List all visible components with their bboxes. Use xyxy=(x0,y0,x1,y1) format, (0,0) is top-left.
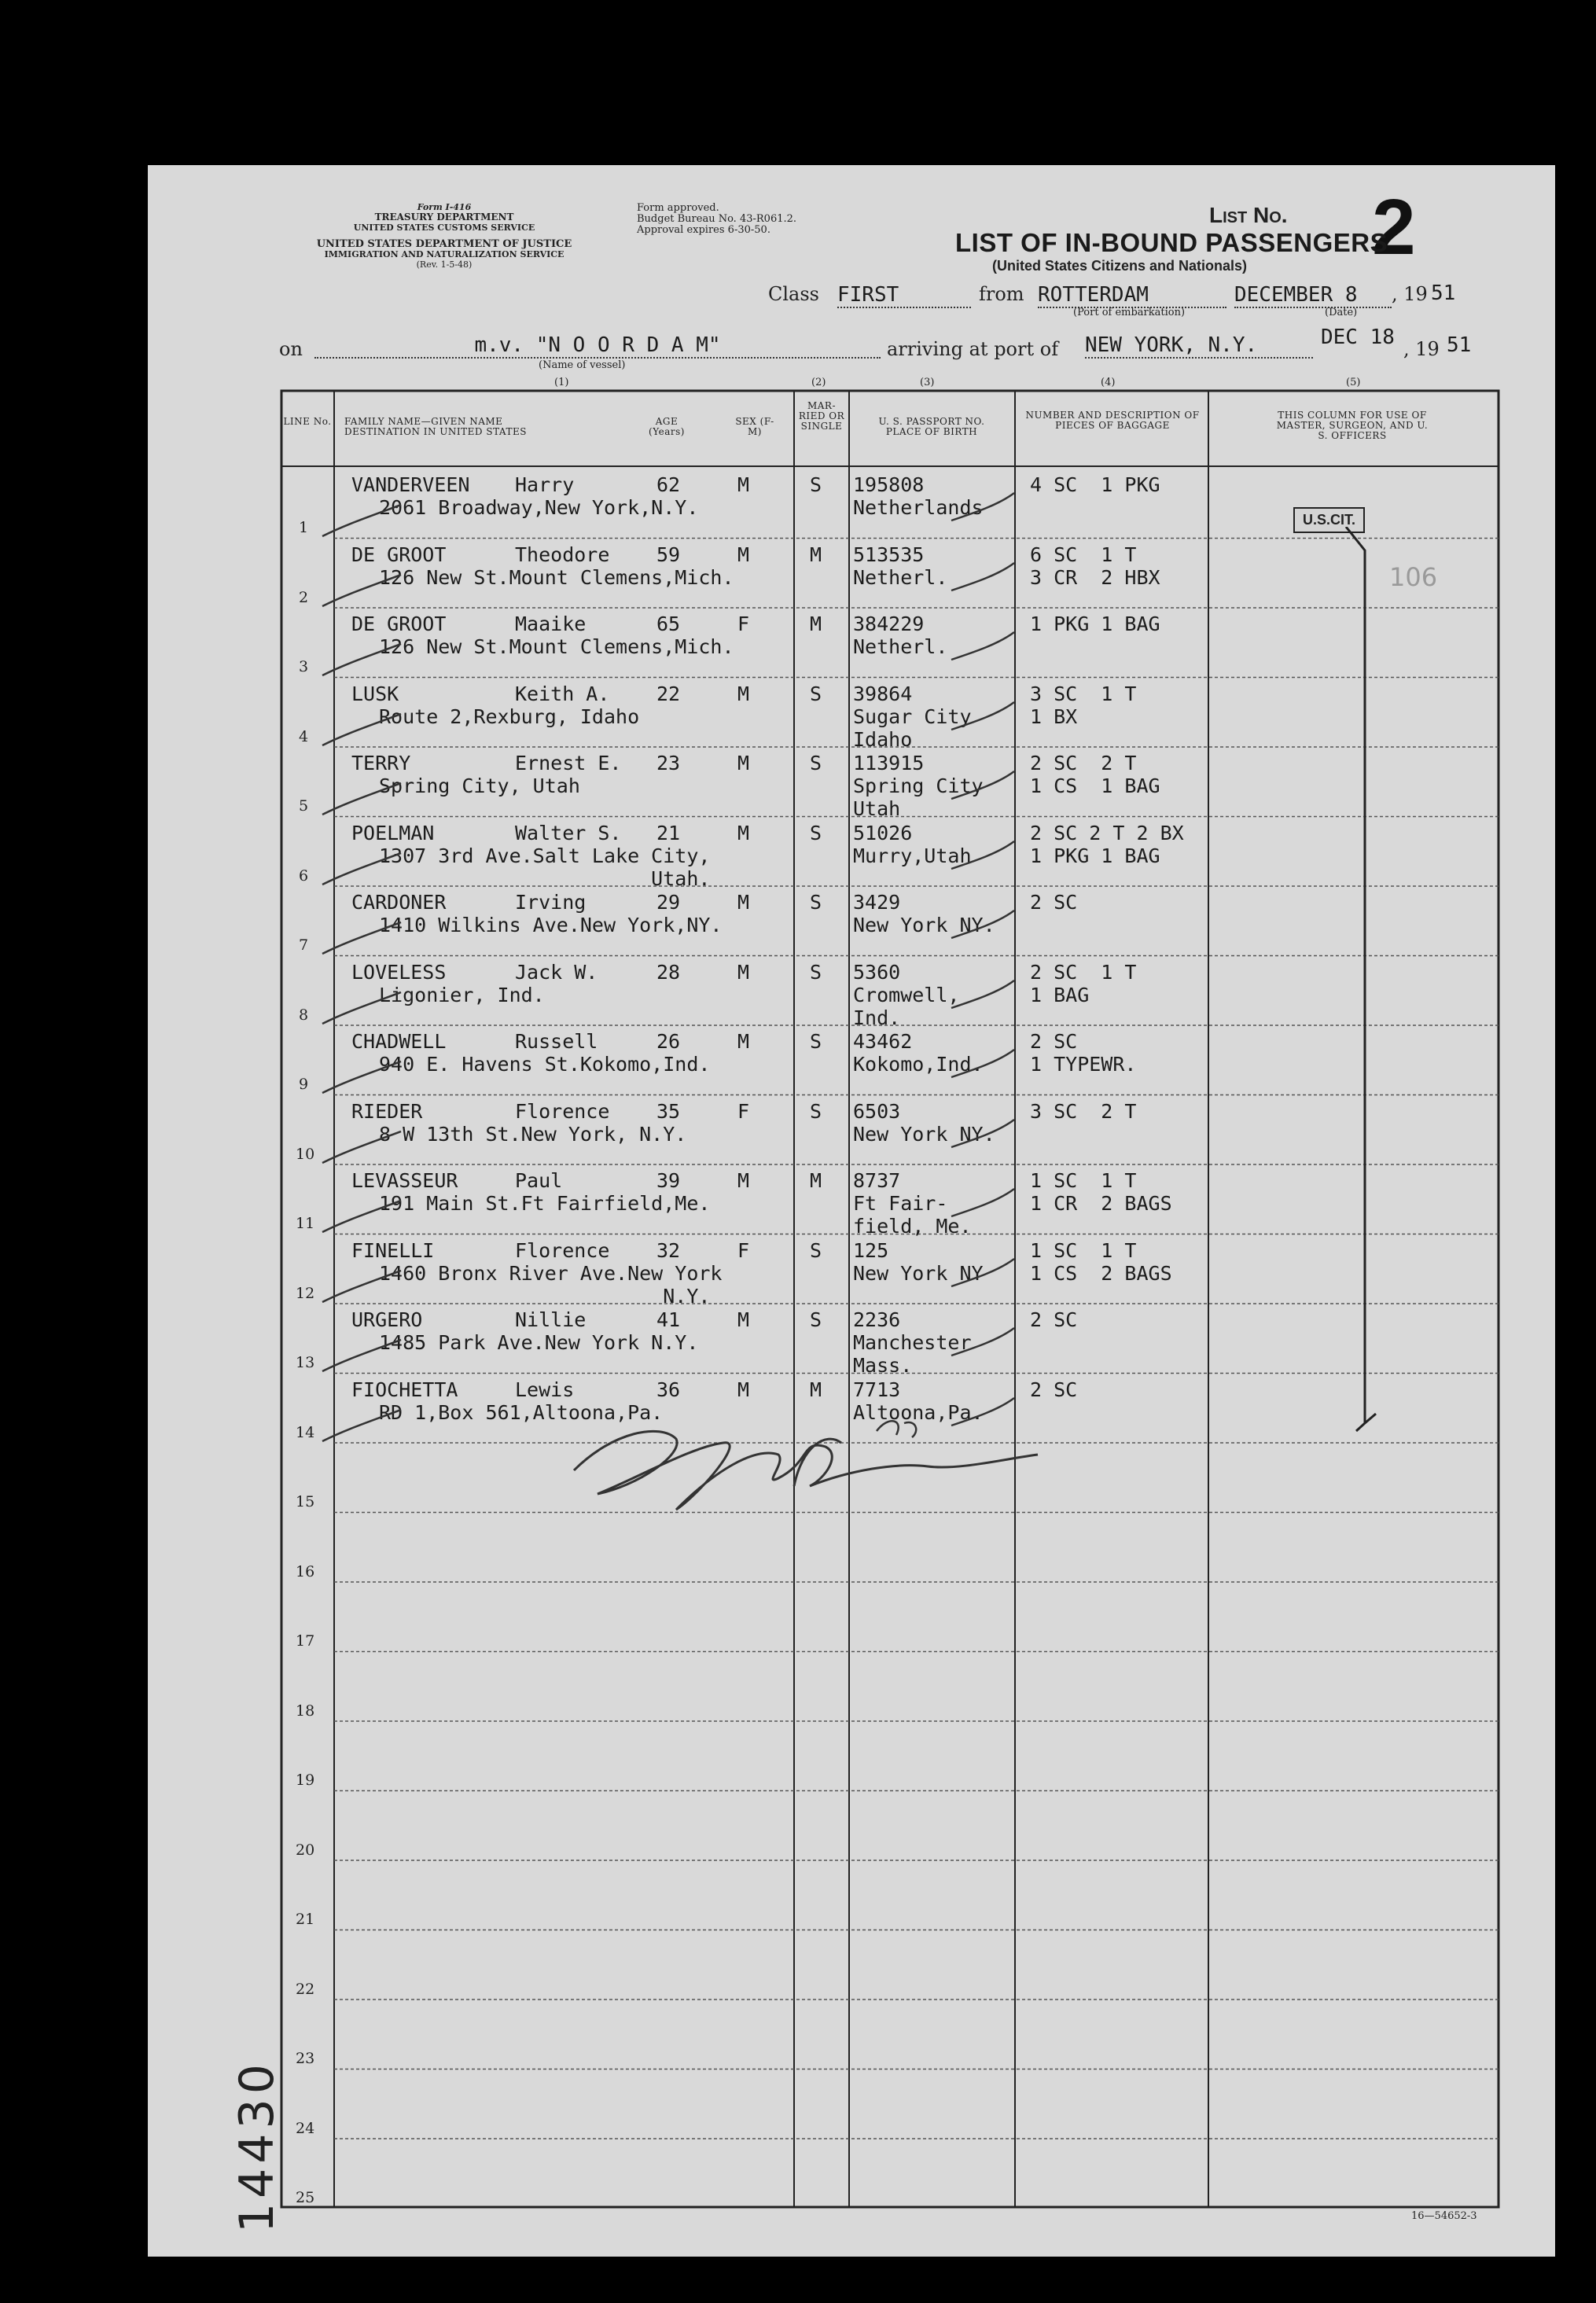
passenger-dest: Route 2,Rexburg, Idaho xyxy=(379,705,640,728)
line-number: 7 xyxy=(299,936,309,954)
passenger-surname: LOVELESS xyxy=(351,960,447,984)
date-caption: (Date) xyxy=(1325,307,1358,318)
passenger-passport: 125 xyxy=(853,1238,889,1262)
column-number: (4) xyxy=(1101,377,1116,388)
bracket-line xyxy=(1329,527,1392,1439)
passenger-sex: M xyxy=(737,960,750,984)
arriving-label: arriving at port of xyxy=(887,338,1059,360)
passenger-age: 29 xyxy=(656,891,681,914)
passenger-sex: M xyxy=(737,1308,750,1331)
passenger-ms: M xyxy=(810,1378,822,1401)
passenger-bag1: 2 SC 1 T xyxy=(1030,960,1137,984)
form-revision: (Rev. 1-5-48) xyxy=(416,259,473,270)
passenger-passport: 7713 xyxy=(853,1378,901,1401)
passenger-birth: Cromwell, Ind. xyxy=(853,983,960,1029)
passenger-birth: Spring City Utah xyxy=(853,774,984,820)
passenger-birth: Sugar City Idaho xyxy=(853,705,972,751)
passenger-surname: TERRY xyxy=(351,752,411,774)
embark-year-prefix: , 19 xyxy=(1392,283,1428,305)
passenger-ms: S xyxy=(810,752,822,774)
passenger-passport: 384229 xyxy=(853,613,925,635)
passenger-bag1: 3 SC 2 T xyxy=(1030,1099,1137,1123)
passenger-birth: New York NY. xyxy=(853,914,995,936)
header-line-no: LINE No. xyxy=(283,416,332,427)
passenger-birth: Netherl. xyxy=(853,565,948,589)
passenger-surname: URGERO xyxy=(351,1308,423,1331)
passenger-birth: New York NY xyxy=(853,1261,984,1285)
passenger-surname: RIEDER xyxy=(351,1099,423,1123)
passenger-age: 23 xyxy=(656,752,681,774)
line-number: 25 xyxy=(296,2189,315,2206)
passenger-sex: F xyxy=(737,1099,750,1123)
approval-line-2: Budget Bureau No. 43-R061.2. xyxy=(637,213,797,225)
passenger-passport: 2236 xyxy=(853,1308,901,1331)
passenger-age: 36 xyxy=(656,1378,681,1401)
column-number: (2) xyxy=(811,377,826,388)
line-number: 12 xyxy=(296,1284,315,1302)
passenger-passport: 195808 xyxy=(853,473,925,496)
passenger-age: 65 xyxy=(656,613,681,635)
line-number: 16 xyxy=(296,1562,315,1580)
approval-line-1: Form approved. xyxy=(637,202,719,214)
passenger-bag1: 3 SC 1 T xyxy=(1030,682,1137,705)
class-label: Class xyxy=(768,283,819,305)
port-embark-caption: (Port of embarkation) xyxy=(1073,307,1186,318)
passenger-ms: S xyxy=(810,1238,822,1262)
passenger-bag1: 2 SC xyxy=(1030,1308,1078,1331)
passenger-surname: FINELLI xyxy=(351,1238,435,1262)
approval-line-3: Approval expires 6-30-50. xyxy=(637,224,770,236)
header-age: AGE (Years) xyxy=(649,416,685,437)
header-sex: SEX (F-M) xyxy=(735,416,774,437)
passenger-bag2: 1 BX xyxy=(1030,705,1078,728)
column-number: (1) xyxy=(554,377,569,388)
passenger-given: Theodore xyxy=(515,543,610,566)
passenger-passport: 39864 xyxy=(853,682,913,705)
passenger-age: 41 xyxy=(656,1308,681,1331)
passenger-bag1: 2 SC xyxy=(1030,1030,1078,1053)
passenger-ms: S xyxy=(810,473,822,496)
passenger-bag1: 1 SC 1 T xyxy=(1030,1169,1137,1192)
passenger-bag2: 1 CS 2 BAGS xyxy=(1030,1261,1172,1285)
passenger-bag2: 3 CR 2 HBX xyxy=(1030,565,1160,589)
passenger-age: 39 xyxy=(656,1169,681,1192)
vessel-caption: (Name of vessel) xyxy=(539,359,626,371)
passenger-surname: DE GROOT xyxy=(351,543,447,566)
class-value: FIRST xyxy=(837,283,971,308)
passenger-dest: 940 E. Havens St.Kokomo,Ind. xyxy=(379,1053,711,1076)
arrival-year-prefix: , 19 xyxy=(1403,338,1440,360)
passenger-given: Paul xyxy=(515,1169,563,1192)
passenger-bag1: 1 PKG 1 BAG xyxy=(1030,613,1160,635)
arrival-date-stamp: DEC 18 xyxy=(1321,326,1395,349)
passenger-sex: M xyxy=(737,1169,750,1192)
passenger-birth: Kokomo,Ind. xyxy=(853,1053,984,1076)
passenger-surname: LUSK xyxy=(351,682,399,705)
passenger-age: 35 xyxy=(656,1099,681,1123)
dept-immigration: IMMIGRATION AND NATURALIZATION SERVICE xyxy=(324,249,564,259)
passenger-bag1: 1 SC 1 T xyxy=(1030,1238,1137,1262)
passenger-age: 59 xyxy=(656,543,681,566)
passenger-bag1: 2 SC xyxy=(1030,1378,1078,1401)
line-number: 22 xyxy=(296,1980,315,1998)
handwritten-signature xyxy=(566,1400,1054,1525)
arrival-year: 51 xyxy=(1447,333,1472,357)
stamp-number: 106 xyxy=(1389,562,1438,592)
passenger-dest: 1460 Bronx River Ave.New York N.Y. xyxy=(379,1261,723,1308)
passenger-sex: M xyxy=(737,543,750,566)
line-number: 9 xyxy=(299,1076,309,1093)
line-number: 19 xyxy=(296,1771,315,1789)
passenger-dest: Ligonier, Ind. xyxy=(379,983,545,1006)
line-number: 1 xyxy=(299,519,309,536)
line-number: 15 xyxy=(296,1493,315,1510)
line-number: 24 xyxy=(296,2119,315,2137)
column-number: (5) xyxy=(1346,377,1361,388)
passenger-given: Lewis xyxy=(515,1378,575,1401)
passenger-bag1: 2 SC 2 T 2 BX xyxy=(1030,821,1184,844)
passenger-ms: S xyxy=(810,1099,822,1123)
passenger-bag2: 1 CS 1 BAG xyxy=(1030,774,1160,797)
header-officers: THIS COLUMN FOR USE OF MASTER, SURGEON, AND U. S. OFFICERS xyxy=(1276,410,1429,441)
passenger-age: 28 xyxy=(656,960,681,984)
header-married: MAR-RIED OR SINGLE xyxy=(798,400,845,432)
passenger-passport: 113915 xyxy=(853,752,925,774)
passenger-given: Walter S. xyxy=(515,821,622,844)
passenger-age: 26 xyxy=(656,1030,681,1053)
passenger-ms: S xyxy=(810,682,822,705)
passenger-given: Harry xyxy=(515,473,575,496)
line-number: 5 xyxy=(299,797,309,815)
side-handwritten-number: 14430 xyxy=(230,2059,285,2233)
line-number: 17 xyxy=(296,1632,315,1650)
passenger-passport: 8737 xyxy=(853,1169,901,1192)
passenger-dest: Spring City, Utah xyxy=(379,774,580,797)
passenger-sex: M xyxy=(737,821,750,844)
dept-justice: UNITED STATES DEPARTMENT OF JUSTICE xyxy=(316,238,572,250)
passenger-birth: Altoona,Pa. xyxy=(853,1400,984,1424)
port-of-embarkation: ROTTERDAM xyxy=(1038,283,1226,308)
passenger-dest: 126 New St.Mount Clemens,Mich. xyxy=(379,565,734,589)
passenger-surname: CHADWELL xyxy=(351,1030,447,1053)
vessel-name: m.v. "N O O R D A M" xyxy=(314,333,881,359)
embark-year: 51 xyxy=(1431,281,1456,305)
passenger-given: Nillie xyxy=(515,1308,587,1331)
passenger-dest: 8 W 13th St.New York, N.Y. xyxy=(379,1122,687,1146)
dept-customs: UNITED STATES CUSTOMS SERVICE xyxy=(353,223,535,233)
passenger-sex: M xyxy=(737,752,750,774)
passenger-sex: M xyxy=(737,473,750,496)
passenger-ms: M xyxy=(810,1169,822,1192)
passenger-ms: S xyxy=(810,891,822,914)
passenger-bag2: 1 PKG 1 BAG xyxy=(1030,844,1160,867)
line-number: 3 xyxy=(299,658,309,675)
passenger-birth: Manchester Mass. xyxy=(853,1331,972,1377)
passenger-passport: 43462 xyxy=(853,1030,913,1053)
line-number: 18 xyxy=(296,1701,315,1720)
passenger-age: 21 xyxy=(656,821,681,844)
list-no-label: List No. xyxy=(1209,203,1288,227)
passenger-surname: POELMAN xyxy=(351,821,435,844)
passenger-birth: Murry,Utah xyxy=(853,844,972,867)
passenger-passport: 513535 xyxy=(853,543,925,566)
passenger-sex: M xyxy=(737,891,750,914)
passenger-dest: 126 New St.Mount Clemens,Mich. xyxy=(379,635,734,658)
passenger-dest: RD 1,Box 561,Altoona,Pa. xyxy=(379,1400,664,1424)
passenger-age: 32 xyxy=(656,1238,681,1262)
passenger-sex: M xyxy=(737,1030,750,1053)
passenger-passport: 3429 xyxy=(853,891,901,914)
line-number: 21 xyxy=(296,1911,315,1928)
passenger-passport: 51026 xyxy=(853,821,913,844)
passenger-ms: S xyxy=(810,1308,822,1331)
on-label: on xyxy=(279,338,303,360)
column-number: (3) xyxy=(920,377,935,388)
header-baggage: NUMBER AND DESCRIPTION OF PIECES OF BAGGAGE xyxy=(1025,410,1200,431)
passenger-birth: New York NY. xyxy=(853,1122,995,1146)
passenger-bag2: 1 TYPEWR. xyxy=(1030,1053,1137,1076)
passenger-given: Ernest E. xyxy=(515,752,622,774)
passenger-bag2: 1 BAG xyxy=(1030,983,1090,1006)
passenger-ms: S xyxy=(810,1030,822,1053)
page-subtitle: (United States Citizens and Nationals) xyxy=(992,258,1248,274)
passenger-surname: VANDERVEEN xyxy=(351,473,470,496)
passenger-bag1: 4 SC 1 PKG xyxy=(1030,473,1160,496)
passenger-given: Irving xyxy=(515,891,587,914)
passenger-sex: F xyxy=(737,1238,750,1262)
passenger-given: Keith A. xyxy=(515,682,610,705)
line-number: 8 xyxy=(299,1006,309,1024)
passenger-birth: Ft Fair- field, Me. xyxy=(853,1192,972,1238)
line-number: 20 xyxy=(296,1841,315,1859)
us-citizen-stamp: U.S.CIT. xyxy=(1293,507,1365,533)
passenger-birth: Netherl. xyxy=(853,635,948,658)
passenger-given: Jack W. xyxy=(515,960,598,984)
line-number: 23 xyxy=(296,2050,315,2067)
passenger-given: Maaike xyxy=(515,613,587,635)
header-name: FAMILY NAME—GIVEN NAME DESTINATION IN UNITED STATES xyxy=(344,416,527,437)
passenger-sex: F xyxy=(737,613,750,635)
arrival-port: NEW YORK, N.Y. xyxy=(1085,333,1313,359)
list-no-value: 2 xyxy=(1372,183,1416,271)
header-passport: U. S. PASSPORT NO. PLACE OF BIRTH xyxy=(878,416,985,437)
line-number: 4 xyxy=(299,727,309,745)
passenger-dest: 2061 Broadway,New York,N.Y. xyxy=(379,496,699,519)
line-number: 2 xyxy=(299,588,309,606)
passenger-dest: 1485 Park Ave.New York N.Y. xyxy=(379,1331,699,1354)
passenger-surname: FIOCHETTA xyxy=(351,1378,458,1401)
line-number: 6 xyxy=(299,866,309,885)
passenger-ms: S xyxy=(810,821,822,844)
passenger-surname: DE GROOT xyxy=(351,613,447,635)
passenger-dest: 1307 3rd Ave.Salt Lake City, Utah. xyxy=(379,844,711,890)
passenger-ms: S xyxy=(810,960,822,984)
passenger-bag1: 6 SC 1 T xyxy=(1030,543,1137,566)
passenger-surname: CARDONER xyxy=(351,891,447,914)
from-label: from xyxy=(979,283,1024,305)
line-number: 14 xyxy=(296,1423,315,1441)
dept-treasury: TREASURY DEPARTMENT xyxy=(374,212,514,223)
form-number: Form I-416 xyxy=(417,202,472,212)
line-number: 13 xyxy=(296,1354,315,1371)
passenger-bag2: 1 CR 2 BAGS xyxy=(1030,1192,1172,1215)
passenger-given: Florence xyxy=(515,1238,610,1262)
passenger-bag1: 2 SC xyxy=(1030,891,1078,914)
embark-date: DECEMBER 8 xyxy=(1234,283,1392,308)
page-title: LIST OF IN-BOUND PASSENGERS xyxy=(955,228,1388,257)
passenger-given: Florence xyxy=(515,1099,610,1123)
passenger-dest: 1410 Wilkins Ave.New York,NY. xyxy=(379,914,723,936)
passenger-ms: M xyxy=(810,613,822,635)
passenger-ms: M xyxy=(810,543,822,566)
passenger-age: 62 xyxy=(656,473,681,496)
passenger-age: 22 xyxy=(656,682,681,705)
passenger-bag1: 2 SC 2 T xyxy=(1030,752,1137,774)
passenger-sex: M xyxy=(737,682,750,705)
passenger-passport: 6503 xyxy=(853,1099,901,1123)
passenger-passport: 5360 xyxy=(853,960,901,984)
line-number: 10 xyxy=(296,1145,315,1163)
passenger-surname: LEVASSEUR xyxy=(351,1169,458,1192)
passenger-birth: Netherlands xyxy=(853,496,984,519)
footer-code: 16—54652-3 xyxy=(1411,2210,1477,2222)
passenger-given: Russell xyxy=(515,1030,598,1053)
passenger-sex: M xyxy=(737,1378,750,1401)
line-number: 11 xyxy=(296,1215,315,1232)
passenger-dest: 191 Main St.Ft Fairfield,Me. xyxy=(379,1192,711,1215)
